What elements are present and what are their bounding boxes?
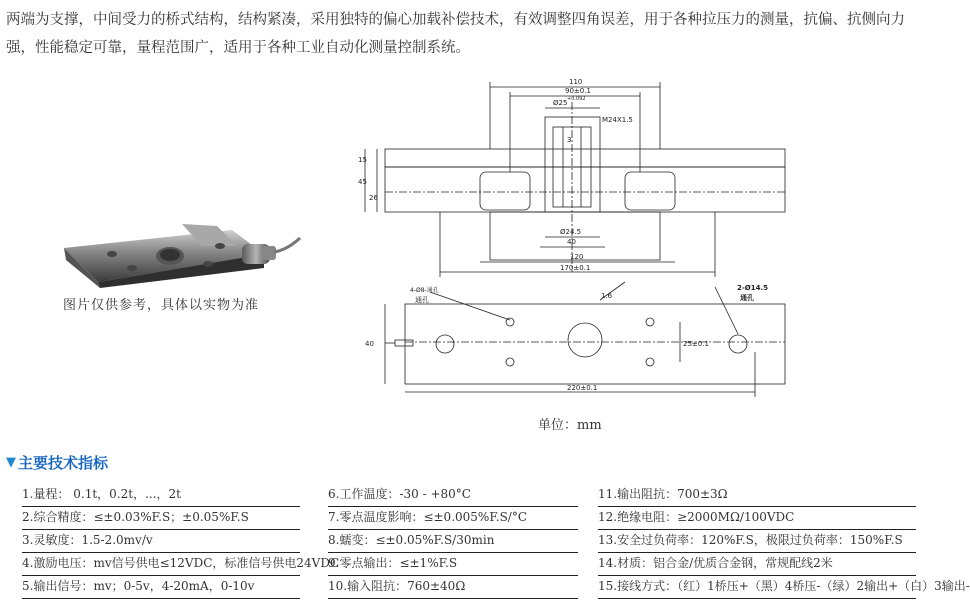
- spec-item: 11.输出阻抗：700±3Ω: [598, 484, 916, 507]
- photo-caption: 图片仅供参考，具体以实物为准: [63, 298, 260, 313]
- dim-25-spacing: 25±0.1: [683, 340, 709, 348]
- dim-3: 3: [567, 136, 572, 144]
- spec-item: 13.安全过负荷率：120%F.S，极限过负荷率：150%F.S: [598, 530, 916, 553]
- technical-drawing: [355, 72, 785, 412]
- dim-170: 170±0.1: [560, 264, 591, 272]
- spec-item: 15.接线方式：（红）1桥压+（黑）4桥压-（绿）2输出+（白）3输出-: [598, 576, 916, 599]
- dim-2-hole-through: 通孔: [740, 294, 754, 302]
- dim-40: 40: [567, 238, 576, 246]
- product-photo: [62, 224, 302, 289]
- dim-220: 220±0.1: [567, 384, 598, 392]
- dim-d24-5: Ø24.5: [560, 228, 582, 236]
- spec-item: 12.绝缘电阻：≥2000MΩ/100VDC: [598, 507, 916, 530]
- dim-d25-tolerance: +0.092: [567, 96, 586, 102]
- spec-item: 8.蠕变：≤±0.05%F.S/30min: [328, 530, 578, 553]
- spec-item: 6.工作温度：-30 - +80°C: [328, 484, 578, 507]
- dim-4-hole: 4-Ø8-通孔: [410, 287, 439, 294]
- dim-40-width: 40: [365, 340, 374, 348]
- triangle-icon: ▼: [6, 455, 16, 470]
- spec-item: 2.综合精度：≤±0.03%F.S；±0.05%F.S: [22, 507, 300, 530]
- spec-item: 7.零点温度影响：≤±0.005%F.S/°C: [328, 507, 578, 530]
- dim-m24: M24X1.5: [602, 116, 633, 124]
- dim-26: 26: [369, 194, 378, 202]
- spec-item: 9.零点输出：≤±1%F.S: [328, 553, 578, 576]
- intro-paragraph: 两端为支撑，中间受力的桥式结构，结构紧凑，采用独特的偏心加载补偿技术，有效调整四角误差，用于各种拉压力的测量，抗偏、抗侧向力强，性能稳定可靠，量程范围广，适用于各种工业自动化测量控制系统。: [6, 12, 905, 56]
- dim-110: 110: [569, 78, 583, 86]
- spec-item: 10.输入阻抗：760±40Ω: [328, 576, 578, 599]
- dim-2-hole: 2-Ø14.5: [737, 284, 768, 292]
- roughness-mark: 1.6: [601, 292, 613, 300]
- unit-label: 单位：mm: [538, 418, 602, 433]
- spec-item: 4.激励电压：mv信号供电≤12VDC，标准信号供电24VDC: [22, 553, 300, 576]
- dim-45: 45: [358, 178, 367, 186]
- dim-d25: Ø25: [553, 99, 568, 107]
- dim-through-hole: 通孔: [415, 296, 429, 304]
- section-heading: [6, 452, 108, 473]
- spec-item: 3.灵敏度：1.5-2.0mv/v: [22, 530, 300, 553]
- section-title: 主要技术指标: [18, 454, 109, 472]
- dim-120: 120: [570, 253, 584, 261]
- spec-item: 5.输出信号：mv；0-5v，4-20mA，0-10v: [22, 576, 300, 599]
- dim-90: 90±0.1: [565, 87, 591, 95]
- spec-item: 1.量程： 0.1t，0.2t，...，2t: [22, 484, 300, 507]
- dim-15: 15: [358, 156, 367, 164]
- spec-item: 14.材质：铝合金/优质合金钢，常规配线2米: [598, 553, 916, 576]
